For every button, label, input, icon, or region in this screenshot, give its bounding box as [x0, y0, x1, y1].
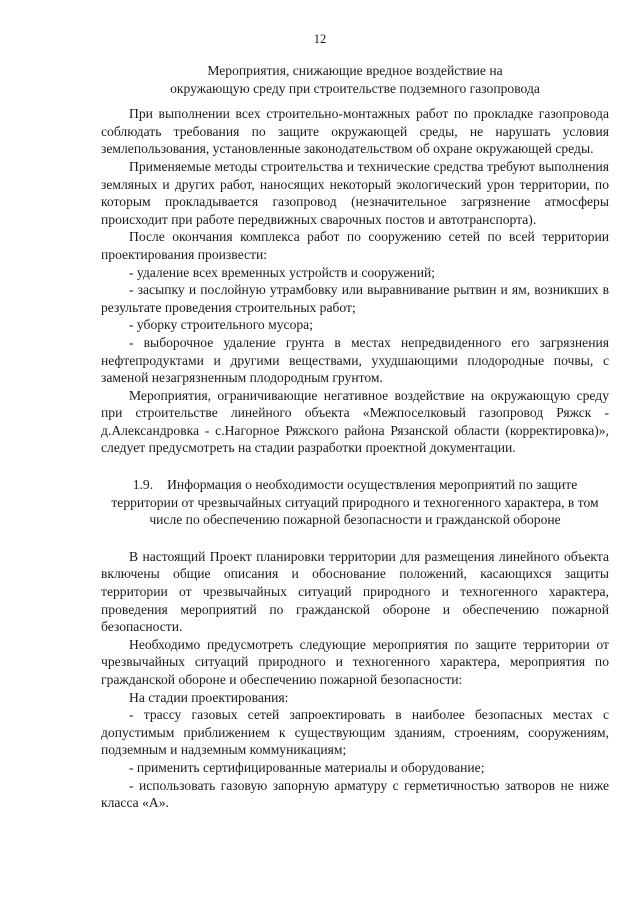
list-item: - удаление всех временных устройств и сооружений; [129, 264, 436, 280]
paragraph-2: Применяемые методы строительства и технические средства требуют выполнения земляных и других работ, наносящих некоторый экологический урон территории, по которым прокладывается газопровод (незначительное загрязнение атмосферы происходит при работе передвижных сварочных постов и автотранспорта). [101, 158, 609, 227]
list-item: - выборочное удаление грунта в местах непредвиденного его загрязнения нефтепродуктами и другими веществами, ухудшающими плодородные почвы, с заменой незагрязненным плодородным грунтом. [101, 334, 609, 386]
list-item: - трассу газовых сетей запроектировать в наиболее безопасных местах с допустимым приближением к существующим зданиям, строениям, сооружениям, подземным и надземным коммуникациям; [101, 707, 609, 758]
paragraph-4: Мероприятия, ограничивающие негативное воздействие на окружающую среду при строительстве линейного объекта «Межпоселковый газопровод Ряжск - д.Александровка - с.Нагорное Ряжского района Рязанской области (корректировка)», следует предусмотреть на стадии разработки проектной документации. [101, 387, 609, 456]
page-number: 12 [313, 32, 327, 46]
section-heading-text: Информация о необходимости осуществления мероприятий по защите территории от чрезвычайных ситуаций природного и техногенного характера, в том числе по обеспечению пожарной безопасности и гражданской обороне [111, 477, 599, 528]
list-item: - применить сертифицированные материалы и оборудование; [129, 759, 485, 775]
paragraph-5: В настоящий Проект планировки территории для размещения линейного объекта включены общие описания и обоснование положений, касающихся защиты территории от чрезвычайных ситуаций природного и техногенного характера, проведения мероприятий по гражданской обороне и обеспечению пожарной безопасности. [101, 548, 609, 635]
section-title [101, 62, 609, 97]
paragraph-1: При выполнении всех строительно-монтажных работ по прокладке газопровода соблюдать требования по защите окружающей среды, не нарушать условия землепользования, установленные законодательством об охране окружающей среды. [101, 106, 609, 157]
paragraph-6: Необходимо предусмотреть следующие мероприятия по защите территории от чрезвычайных ситуаций природного и техногенного характера, мероприятия по гражданской обороне и обеспечению пожарной безопасности: [101, 636, 609, 687]
section-heading [101, 476, 609, 529]
list-item: - засыпку и послойную утрамбовку или выравнивание рытвин и ям, возникших в результате проведения строительных работ; [101, 282, 609, 315]
paragraph-7: На стадии проектирования: [129, 689, 289, 705]
title-line-2: окружающую среду при строительстве подземного газопровода [170, 80, 540, 96]
list-item: - уборку строительного мусора; [129, 317, 313, 333]
section-number: 1.9. [132, 477, 154, 493]
paragraph-3: После окончания комплекса работ по сооружению сетей по всей территории проектирования произвести: [101, 229, 609, 262]
title-line-1: Мероприятия, снижающие вредное воздействие на [207, 63, 503, 78]
list-item: - использовать газовую запорную арматуру с герметичностью затворов не ниже класса «А». [101, 777, 609, 811]
page-content [101, 62, 609, 812]
